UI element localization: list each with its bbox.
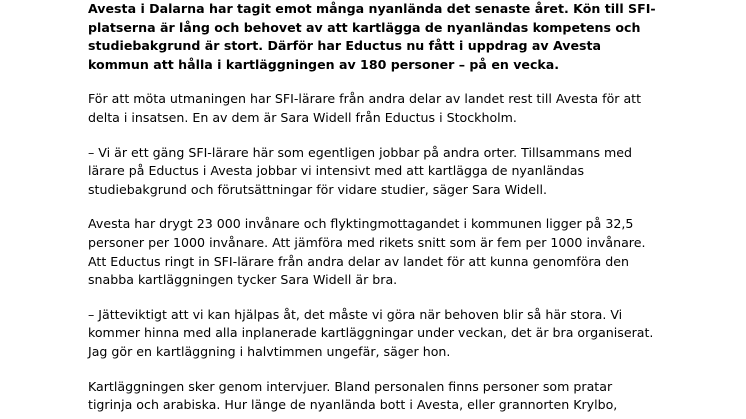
paragraph-line: tigrinja och arabiska. Hur länge de nyanlända bott i Avesta, eller grannorten Krylbo,	[88, 397, 618, 413]
lead-line: studiebakgrund är stort. Därför har Eductus nu fått i uppdrag av Avesta	[88, 38, 602, 54]
paragraph-line: Att Eductus ringt in SFI-lärare från andra delar av landet för att kunna genomföra den	[88, 253, 629, 269]
lead-line: kommun att hålla i kartläggningen av 180 personer – på en vecka.	[88, 56, 560, 72]
paragraph-line: lärare på Eductus i Avesta jobbar vi intensivt med att kartlägga de nyanländas	[88, 163, 585, 179]
paragraph-line: snabba kartläggningen tycker Sara Widell är bra.	[88, 272, 398, 288]
paragraph-line: delta i insatsen. En av dem är Sara Widell från Eductus i Stockholm.	[88, 109, 517, 125]
paragraph-line: – Jätteviktigt att vi kan hjälpas åt, det måste vi göra när behoven blir så här stora. Vi	[88, 306, 623, 322]
lead-line: Avesta i Dalarna har tagit emot många nyanlända det senaste året. Kön till SFI-	[88, 1, 656, 16]
paragraph-line: personer per 1000 invånare. Att jämföra med rikets snitt som är fem per 1000 invånare.	[88, 234, 646, 250]
lead-paragraph	[88, 0, 728, 74]
paragraph-line: Kartläggningen sker genom intervjuer. Bland personalen finns personer som pratar	[88, 378, 613, 394]
body-paragraph-4	[88, 306, 728, 362]
paragraph-line: kommer hinna med alla inplanerade kartläggningar under veckan, det är bra organiserat.	[88, 325, 654, 341]
paragraph-line: Avesta har drygt 23 000 invånare och flyktingmottagandet i kommunen ligger på 32,5	[88, 216, 634, 232]
paragraph-line: – Vi är ett gäng SFI-lärare här som egentligen jobbar på andra orter. Tillsammans med	[88, 144, 633, 160]
paragraph-line: För att möta utmaningen har SFI-lärare från andra delar av landet rest till Avesta för att	[88, 91, 642, 107]
body-paragraph-2	[88, 144, 728, 200]
body-paragraph-1	[88, 90, 728, 127]
body-paragraph-3	[88, 215, 728, 289]
paragraph-line: Jag gör en kartläggning i halvtimmen ungefär, säger hon.	[88, 343, 451, 359]
body-paragraph-5	[88, 378, 728, 415]
article-body	[88, 0, 728, 415]
paragraph-line: studiebakgrund och förutsättningar för vidare studier, säger Sara Widell.	[88, 181, 547, 197]
lead-line: platserna är lång och behovet av att kartlägga de nyanländas kompetens och	[88, 19, 641, 35]
